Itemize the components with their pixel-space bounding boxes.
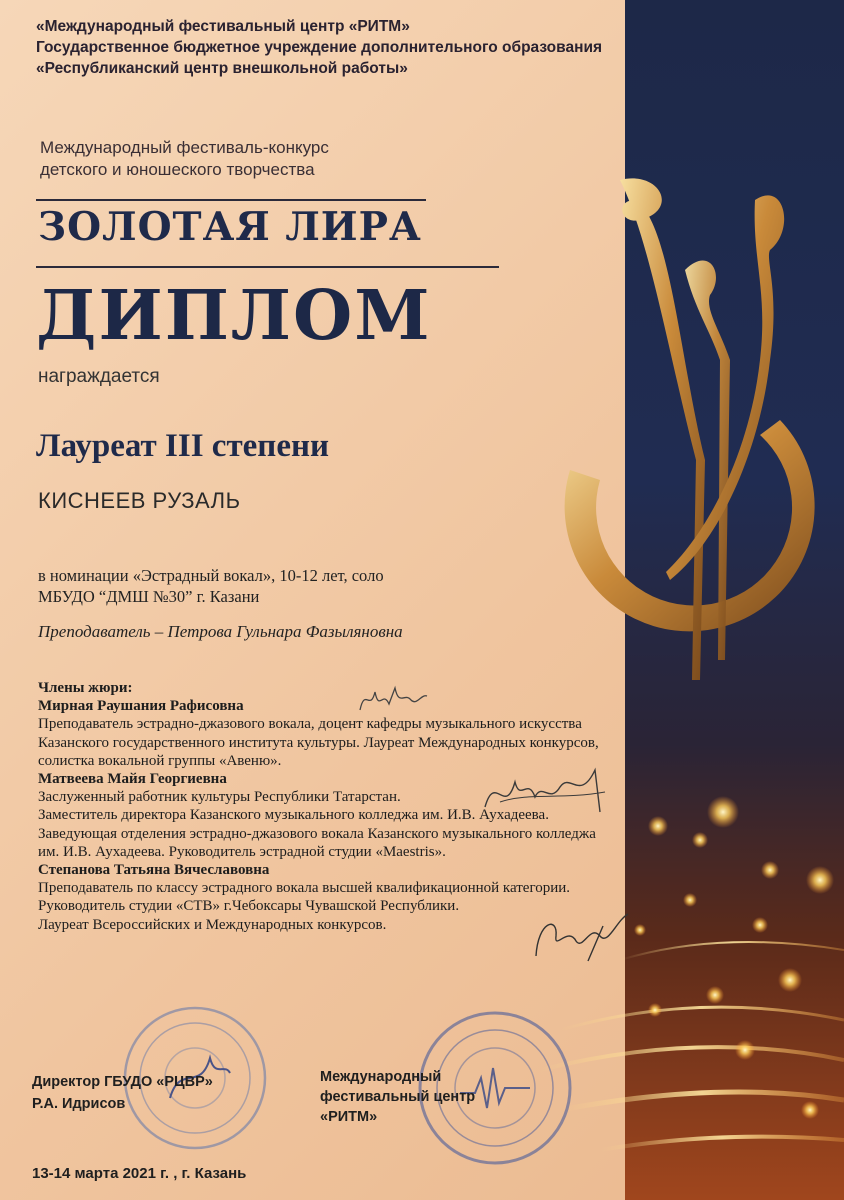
jury-member-line: Заслуженный работник культуры Республики Татарстан. — [38, 789, 401, 806]
jury-heading: Члены жюри: — [38, 680, 133, 696]
organizer-header — [36, 16, 616, 79]
jury-member-name: Степанова Татьяна Вячеславовна — [38, 862, 270, 879]
festival-line: детского и юношеского творчества — [40, 160, 315, 179]
director-title: Директор ГБУДО «РЦВР» — [32, 1074, 213, 1090]
center-line: «РИТМ» — [320, 1109, 378, 1125]
signature-icon — [528, 906, 633, 966]
jury-member-line: Лауреат Всероссийских и Международных конкурсов. — [38, 916, 387, 933]
nomination-line: в номинации «Эстрадный вокал», 10-12 лет, соло — [38, 566, 384, 585]
center-line: Международный — [320, 1069, 442, 1085]
jury-member-line: Заведующая отделения эстрадно-джазового вокала Казанского музыкального колледжа — [38, 825, 596, 842]
director-block — [32, 1071, 213, 1115]
signature-icon — [480, 762, 610, 822]
festival-center-block — [320, 1067, 475, 1127]
festival-name: ЗОЛОТАЯ ЛИРА — [38, 204, 422, 250]
center-line: фестивальный центр — [320, 1089, 476, 1105]
jury-member-line: Заместитель директора Казанского музыкального колледжа им. И.В. Аухадеева. — [38, 807, 549, 824]
divider — [36, 199, 426, 201]
jury-member-line: Руководитель студии «СТВ» г.Чебоксары Чувашской Республики. — [38, 898, 460, 915]
signature-icon — [355, 682, 430, 718]
festival-line: Международный фестиваль-конкурс — [40, 138, 329, 157]
jury-member-line: Преподаватель по классу эстрадного вокала высшей квалификационной категории. — [38, 880, 571, 897]
jury-member-name: Мирная Раушания Рафисовна — [38, 698, 244, 715]
jury-member-line: Преподаватель эстрадно-джазового вокала, доцент кафедры музыкального искусства — [38, 716, 582, 733]
jury-member-line: им. И.В. Аухадеева. Руководитель эстрадной студии «Maestris». — [38, 843, 446, 860]
divider — [36, 266, 499, 268]
header-line: «Республиканский центр внешкольной работы» — [36, 60, 408, 77]
teacher-line: Преподаватель – Петрова Гульнара Фазыляновна — [38, 622, 403, 641]
header-line: «Международный фестивальный центр «РИТМ» — [36, 18, 410, 35]
lyre-emblem-icon — [520, 160, 830, 720]
event-date: 13-14 марта 2021 г. , г. Казань — [32, 1165, 247, 1182]
jury-member-name: Матвеева Майя Георгиевна — [38, 771, 227, 788]
jury-member-line: Казанского государственного института культуры. Лауреат Международных конкурсов, — [38, 734, 599, 751]
award-degree: Лауреат III степени — [36, 428, 329, 464]
diploma-title: ДИПЛОМ — [36, 276, 432, 356]
nomination-block — [38, 565, 578, 607]
school-line: МБУДО “ДМШ №30” г. Казани — [38, 587, 260, 606]
winner-name: КИСНЕЕВ РУЗАЛЬ — [38, 488, 241, 513]
awarded-label: награждается — [38, 366, 160, 387]
festival-description — [40, 137, 460, 181]
jury-member-line: солистка вокальной группы «Авеню». — [38, 752, 282, 769]
director-name: Р.А. Идрисов — [32, 1096, 126, 1112]
header-line: Государственное бюджетное учреждение дополнительного образования — [36, 39, 603, 56]
